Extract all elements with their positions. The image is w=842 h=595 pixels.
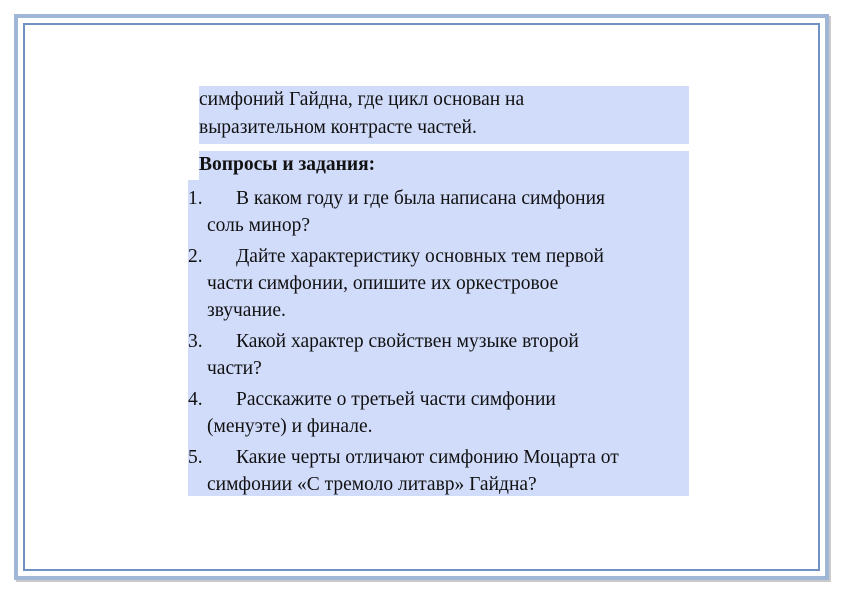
question-text-line: Расскажите о третьей части симфонии: [236, 389, 556, 410]
question-text-line: В каком году и где была написана симфония: [236, 188, 605, 209]
question-text-line: симфонии «С тремоло литавр» Гайдна?: [207, 474, 537, 495]
question-number: 4.: [188, 389, 203, 410]
question-number: 5.: [188, 447, 203, 468]
question-text-line: части симфонии, опишите их оркестровое: [207, 273, 559, 294]
intro-line-1: симфоний Гайдна, где цикл основан на: [199, 89, 525, 110]
question-text-line: Дайте характеристику основных тем первой: [236, 246, 604, 267]
questions-heading-block: [199, 151, 689, 180]
question-number: 2.: [188, 246, 203, 267]
intro-text-block: [199, 86, 689, 144]
question-text-line: части?: [207, 358, 262, 379]
intro-line-2: выразительном контрасте частей.: [199, 117, 477, 138]
question-text-line: Какой характер свойствен музыке второй: [236, 331, 579, 352]
questions-heading: Вопросы и задания:: [199, 154, 376, 175]
question-text-line: (менуэте) и финале.: [207, 416, 373, 437]
question-text-line: соль минор?: [207, 215, 311, 236]
question-text-line: Какие черты отличают симфонию Моцарта от: [236, 447, 619, 468]
question-number: 1.: [188, 188, 203, 209]
question-number: 3.: [188, 331, 203, 352]
question-text-line: звучание.: [207, 300, 286, 321]
questions-list: [188, 180, 689, 496]
